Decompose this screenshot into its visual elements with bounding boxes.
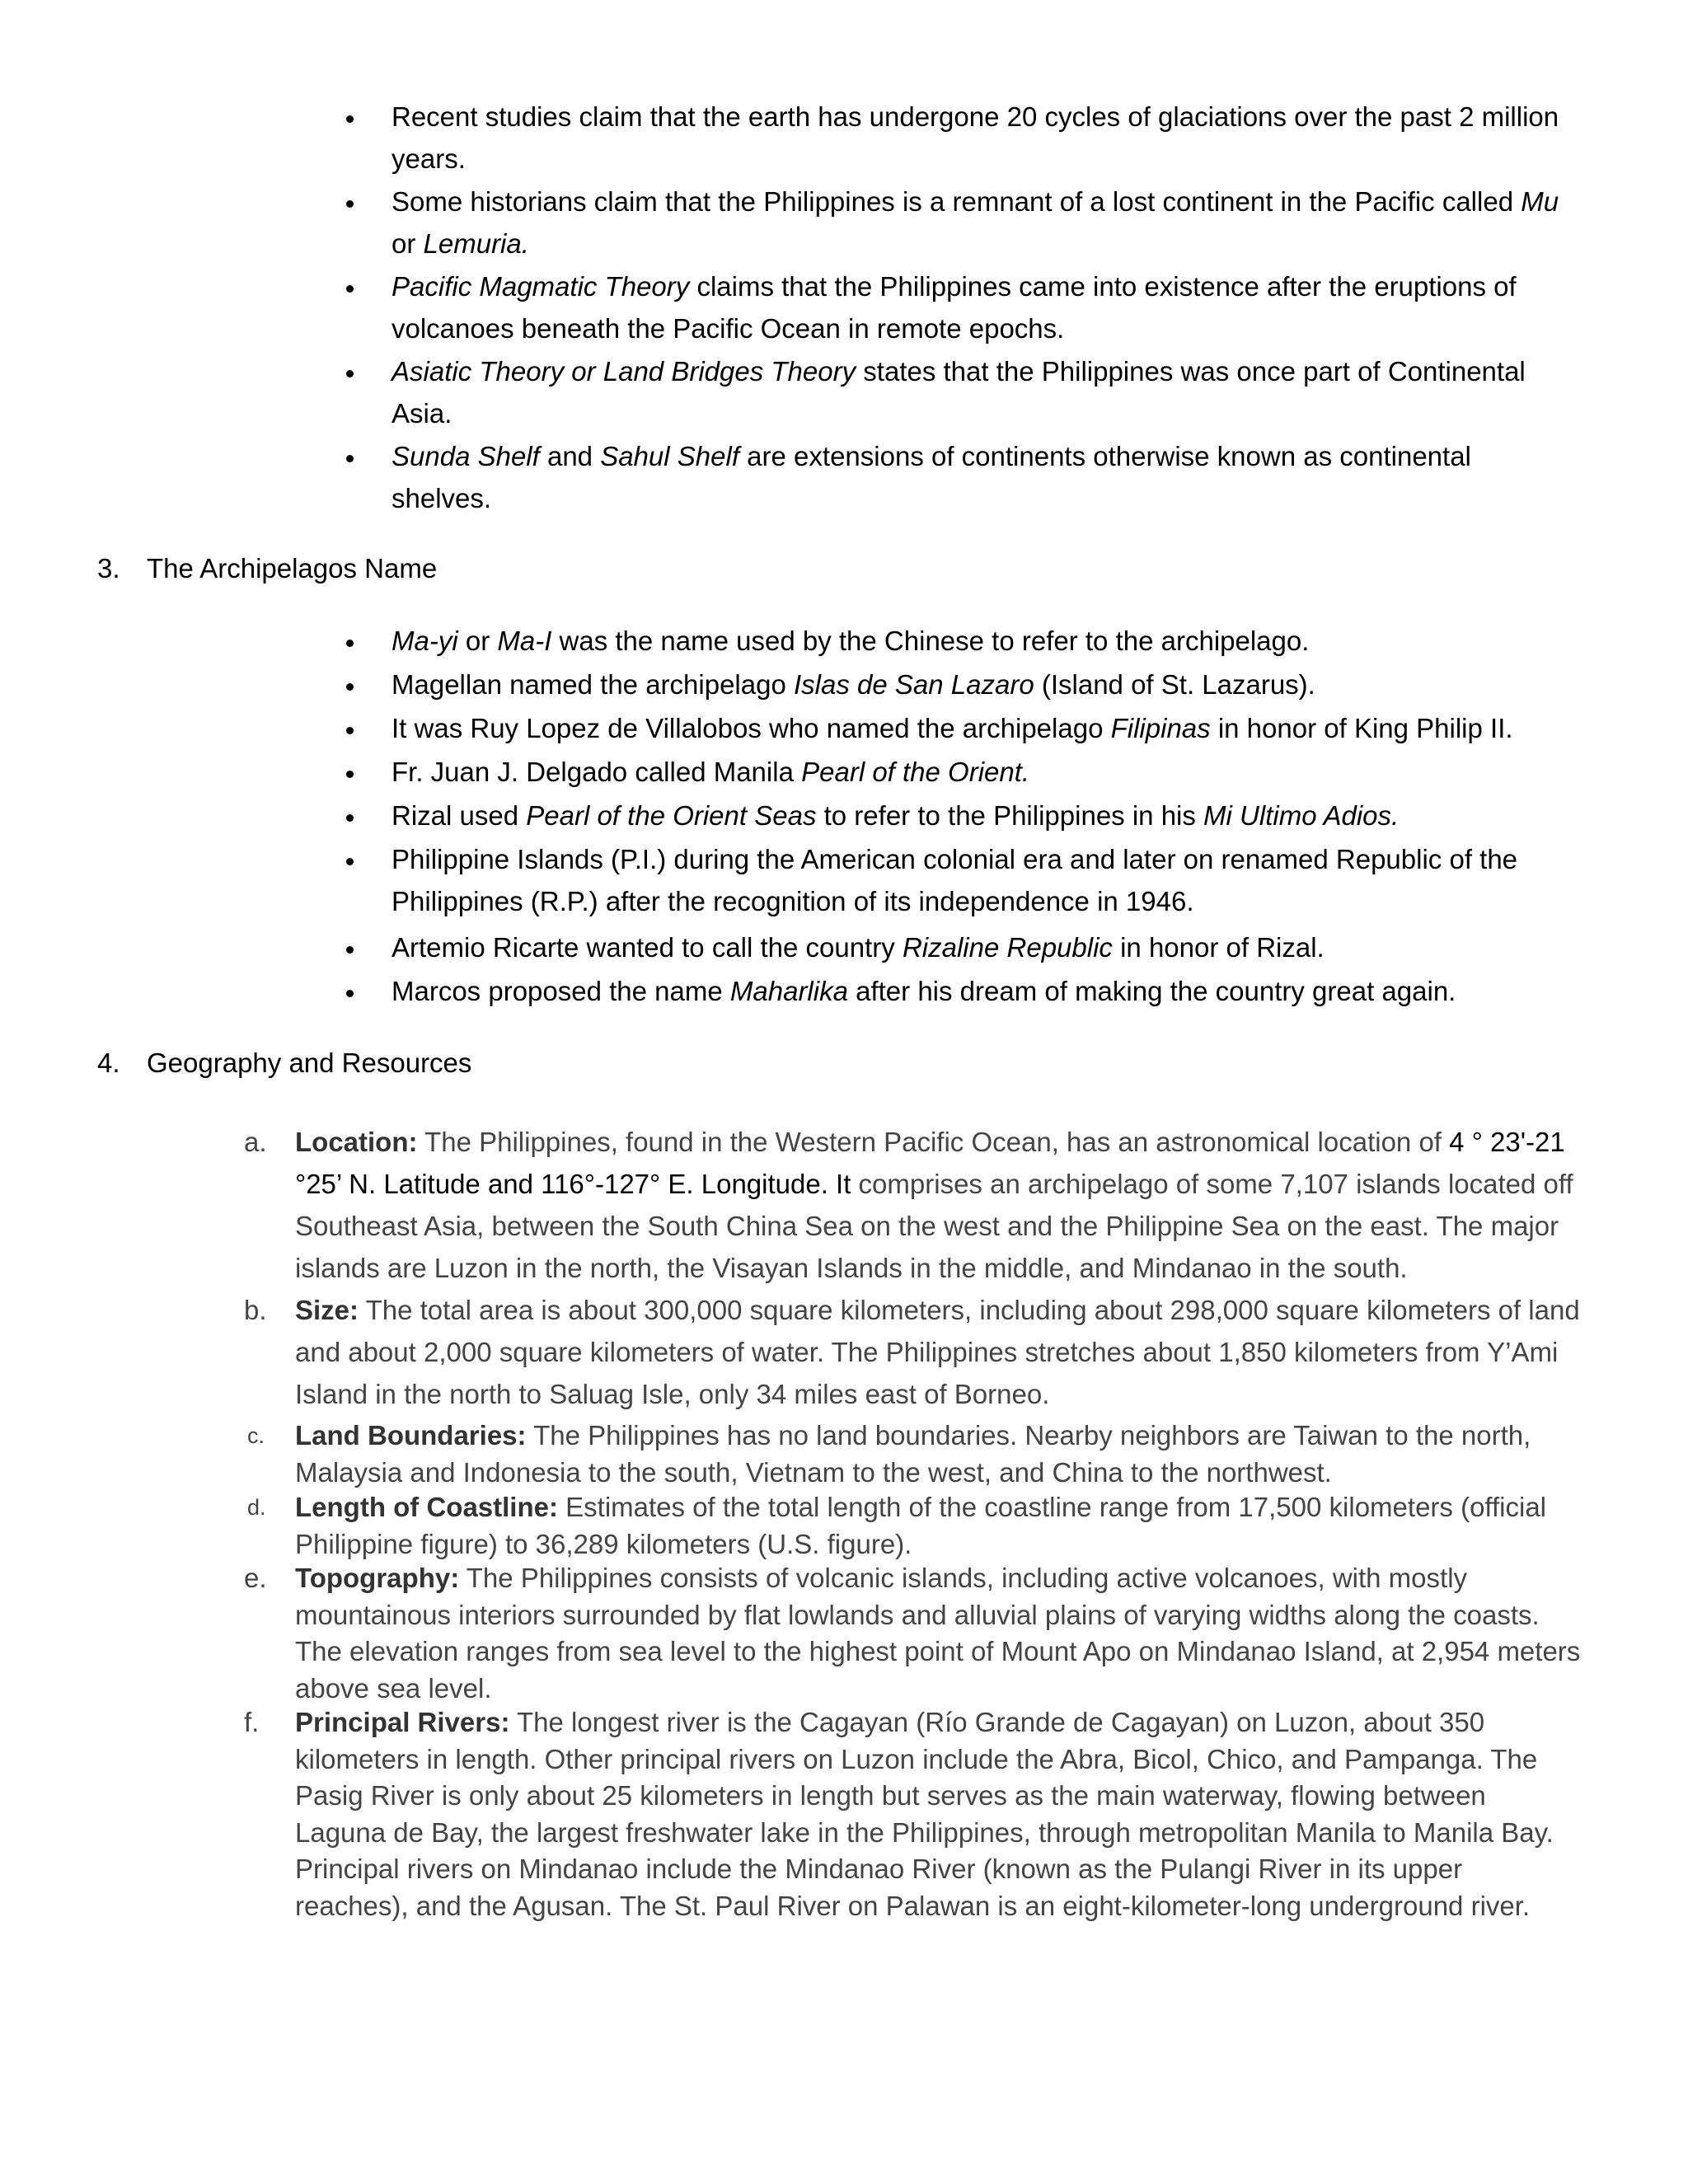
bullet-icon: [346, 946, 354, 954]
item-label: Size:: [295, 1295, 359, 1325]
list-item-text: Artemio Ricarte wanted to call the country Rizaline Republic in honor of Rizal.: [392, 932, 1325, 963]
bullet-icon: [346, 858, 354, 865]
item-label: Topography:: [295, 1563, 460, 1593]
bullet-icon: [346, 455, 354, 462]
bullet-icon: [346, 814, 354, 822]
list-item-text: Fr. Juan J. Delgado called Manila Pearl of the Orient.: [392, 757, 1030, 787]
list-item-text: Asiatic Theory or Land Bridges Theory states that the Philippines was once part of Continental Asia.: [392, 356, 1526, 429]
bullet-icon: [346, 370, 354, 377]
item-label: Location:: [295, 1127, 418, 1157]
bullet-icon: [346, 200, 354, 208]
list-item-text: Sunda Shelf and Sahul Shelf are extensions of continents otherwise known as continental shelves.: [392, 441, 1471, 513]
section-number: 4.: [97, 1047, 120, 1078]
section-number: 3.: [97, 553, 120, 583]
section-title: The Archipelagos Name: [147, 553, 438, 583]
list-letter: e.: [244, 1563, 267, 1593]
bullet-icon: [346, 727, 354, 734]
bullet-icon: [346, 640, 354, 647]
list-item-text: Magellan named the archipelago Islas de San Lazaro (Island of St. Lazarus).: [392, 669, 1315, 700]
list-item-text: Marcos proposed the name Maharlika after his dream of making the country great again.: [392, 976, 1456, 1006]
list-item-text: Principal Rivers: The longest river is the Cagayan (Río Grande de Cagayan) on Luzon, about 350 kilometers in length. Other principal rivers on Luzon include the Abra, Bicol, Chico, and Pampanga. The Pasig River is only about 25 kilometers in length but serves as the main waterway, flowing between Laguna de Bay, the largest freshwater lake in the Philippines, through metropolitan Manila to Manila Bay. Principal rivers on Mindanao include the Mindanao River (known as the Pulangi River in its upper reaches), and the Agusan. The St. Paul River on Palawan is an eight-kilometer-long underground river.: [295, 1707, 1554, 1921]
list-item-text: Pacific Magmatic Theory claims that the Philippines came into existence after the eruptions of volcanoes beneath the Pacific Ocean in remote epochs.: [392, 271, 1517, 344]
list-item-text: Ma-yi or Ma-I was the name used by the Chinese to refer to the archipelago.: [392, 626, 1310, 656]
list-item-text: Size: The total area is about 300,000 square kilometers, including about 298,000 square kilometers of land and about 2,000 square kilometers of water. The Philippines stretches about 1,850 kilometers from Y’Ami Island in the north to Saluag Isle, only 34 miles east of Borneo.: [295, 1295, 1580, 1409]
list-item-text: Length of Coastline: Estimates of the total length of the coastline range from 17,500 kilometers (official Philippine figure) to 36,289 kilometers (U.S. figure).: [295, 1492, 1547, 1559]
list-letter: d.: [247, 1495, 266, 1520]
list-item-text: Location: The Philippines, found in the Western Pacific Ocean, has an astronomical location of 4 ° 23'-21 °25’ N. Latitude and 116°-127° E. Longitude. It comprises an archipelago of some 7,107 islands located off Southeast Asia, between the South China Sea on the west and the Philippine Sea on the east. The major islands are Luzon in the north, the Visayan Islands in the middle, and Mindanao in the south.: [295, 1127, 1573, 1283]
item-label: Land Boundaries:: [295, 1420, 527, 1451]
list-letter: f.: [244, 1707, 260, 1737]
section-title: Geography and Resources: [147, 1047, 472, 1078]
list-item-text: Rizal used Pearl of the Orient Seas to refer to the Philippines in his Mi Ultimo Adios.: [392, 800, 1400, 831]
list-letter: b.: [244, 1295, 267, 1325]
bullet-icon: [346, 115, 354, 123]
list-item-text: Some historians claim that the Philippines is a remnant of a lost continent in the Pacific called Mu or Lemuria.: [392, 186, 1559, 259]
list-item-text: It was Ruy Lopez de Villalobos who named the archipelago Filipinas in honor of King Philip II.: [392, 713, 1513, 743]
list-item-text: Topography: The Philippines consists of volcanic islands, including active volcanoes, with mostly mountainous interiors surrounded by flat lowlands and alluvial plains of varying widths along the coasts. The elevation ranges from sea level to the highest point of Mount Apo on Mindanao Island, at 2,954 meters above sea level.: [295, 1563, 1581, 1704]
bullet-icon: [346, 771, 354, 778]
bullet-icon: [346, 990, 354, 997]
list-item-text: Land Boundaries: The Philippines has no land boundaries. Nearby neighbors are Taiwan to the north, Malaysia and Indonesia to the south, Vietnam to the west, and China to the northwest.: [295, 1420, 1531, 1488]
list-item-text: Philippine Islands (P.I.) during the American colonial era and later on renamed Republic of the Philippines (R.P.) after the recognition of its independence in 1946.: [392, 844, 1518, 916]
list-letter: a.: [244, 1127, 267, 1157]
list-item-text: Recent studies claim that the earth has undergone 20 cycles of glaciations over the past 2 million years.: [392, 101, 1559, 174]
item-label: Principal Rivers:: [295, 1707, 510, 1737]
bullet-icon: [346, 683, 354, 691]
item-label: Length of Coastline:: [295, 1492, 558, 1522]
list-letter: c.: [247, 1423, 265, 1448]
bullet-icon: [346, 285, 354, 293]
